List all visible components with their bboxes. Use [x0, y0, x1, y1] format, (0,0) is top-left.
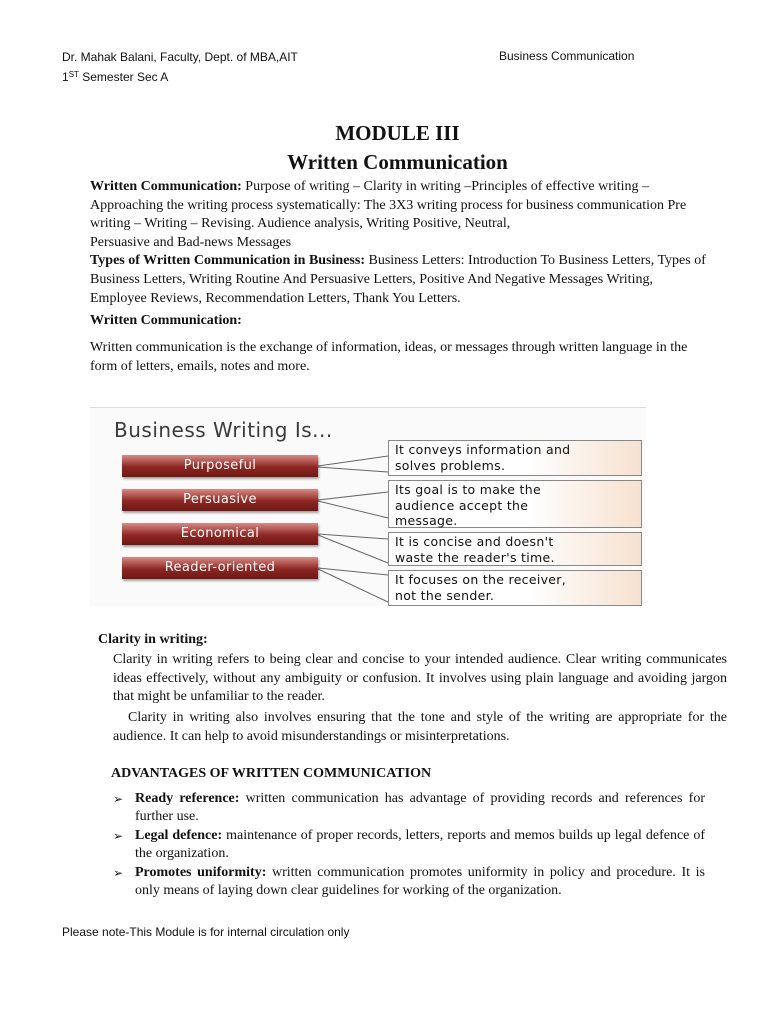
figure-title: Business Writing Is...: [114, 418, 333, 442]
advantages-list: [113, 790, 705, 900]
pill-persuasive: Persuasive: [122, 489, 318, 511]
advantage-label: Legal defence:: [135, 827, 223, 843]
advantage-label: Promotes uniformity:: [135, 864, 267, 880]
list-item: [113, 827, 705, 864]
advantage-text: written communication promotes uniformity in policy and procedure. It is only means of laying down clear guidelines for working of the organization.: [135, 864, 705, 899]
pill-economical: Economical: [122, 523, 318, 545]
syllabus-text-1b: Persuasive and Bad-news Messages: [90, 234, 292, 250]
syllabus-text-2: Business Letters: Introduction To Business Letters, Types of Business Letters, Writing Routine And Persuasive Letters, Positive And Negative Messages Writing, Employee Reviews, Recommendation Letters, Thank You Letters.: [90, 253, 706, 306]
semester-text: Semester Sec A: [78, 70, 169, 84]
section-heading-advantages: ADVANTAGES OF WRITTEN COMMUNICATION: [111, 766, 432, 781]
pill-purposeful: Purposeful: [122, 455, 318, 477]
note-line: It conveys information and: [395, 442, 571, 457]
connector-line-3b: [318, 535, 388, 563]
note-reader-oriented: [388, 570, 642, 606]
note-line: It focuses on the receiver,: [395, 572, 567, 587]
advantage-text: written communication has advantage of providing records and references for further use.: [135, 791, 705, 825]
advantage-text: maintenance of proper records, letters, reports and memos builds up legal defence of the organization.: [135, 827, 705, 862]
arrow-bullet-icon: ➢: [113, 865, 124, 880]
note-line: It is concise and doesn't: [395, 534, 554, 549]
section-heading-written-communication: Written Communication:: [90, 313, 242, 328]
semester-line: [62, 66, 298, 86]
syllabus-text-1: Purpose of writing – Clarity in writing –Principles of effective writing – Approaching the writing process systematically: The 3X3 writing process for business communication Pre writing – Writing – Revising. Audience analysis, Writing Positive, Neutral,: [90, 179, 687, 232]
connector-line-1b: [318, 467, 388, 472]
note-line: audience accept the: [395, 497, 529, 513]
connector-line-1: [318, 456, 388, 466]
syllabus-label-2: Types of Written Communication in Business:: [90, 253, 365, 269]
semester-suffix: ST: [68, 70, 79, 79]
note-line: waste the reader's time.: [395, 549, 555, 565]
clarity-paragraph-1: Clarity in writing refers to being clear and concise to your intended audience. Clear writing communicates ideas effectively, without any ambiguity or confusion. It involves using plain language and avoiding jargon that might be unfamiliar to the reader.: [113, 652, 727, 705]
advantage-label: Ready reference:: [135, 791, 240, 806]
connector-line-3: [318, 534, 388, 539]
note-line: Its goal is to make the: [395, 482, 541, 497]
note-persuasive: [388, 480, 642, 528]
note-economical: [388, 532, 642, 566]
page-footer-note: Please note-This Module is for internal circulation only: [62, 925, 350, 939]
list-item: [113, 864, 705, 901]
arrow-bullet-icon: ➢: [113, 792, 124, 806]
list-item: [113, 790, 705, 827]
syllabus-paragraph-1: [90, 178, 707, 252]
page-header-left: [62, 49, 298, 86]
business-writing-figure: [90, 407, 646, 606]
clarity-paragraph-2: Clarity in writing also involves ensuring that the tone and style of the writing are appropriate for the audience. It can help to avoid misunderstandings or misinterpretations.: [113, 710, 727, 744]
syllabus-block: [90, 178, 707, 308]
connector-line-2b: [318, 501, 388, 518]
note-purposeful: [388, 440, 642, 476]
semester-number: 1: [62, 70, 69, 84]
course-title: Business Communication: [499, 49, 635, 63]
connector-line-2: [318, 492, 388, 500]
syllabus-paragraph-2: [90, 252, 707, 308]
arrow-bullet-icon: ➢: [113, 828, 124, 843]
note-line: not the sender.: [395, 587, 495, 603]
module-subtitle: Written Communication: [287, 150, 508, 174]
note-line: message.: [395, 513, 458, 528]
author-line: Dr. Mahak Balani, Faculty, Dept. of MBA,AIT: [62, 50, 298, 64]
module-title: MODULE III: [335, 121, 460, 145]
section-heading-clarity: Clarity in writing:: [98, 632, 208, 647]
syllabus-label-1: Written Communication:: [90, 179, 242, 194]
written-communication-definition: Written communication is the exchange of information, ideas, or messages through written language in the form of letters, emails, notes and more.: [90, 340, 688, 374]
pill-reader-oriented: Reader-oriented: [122, 557, 318, 579]
note-line: solves problems.: [395, 457, 506, 473]
